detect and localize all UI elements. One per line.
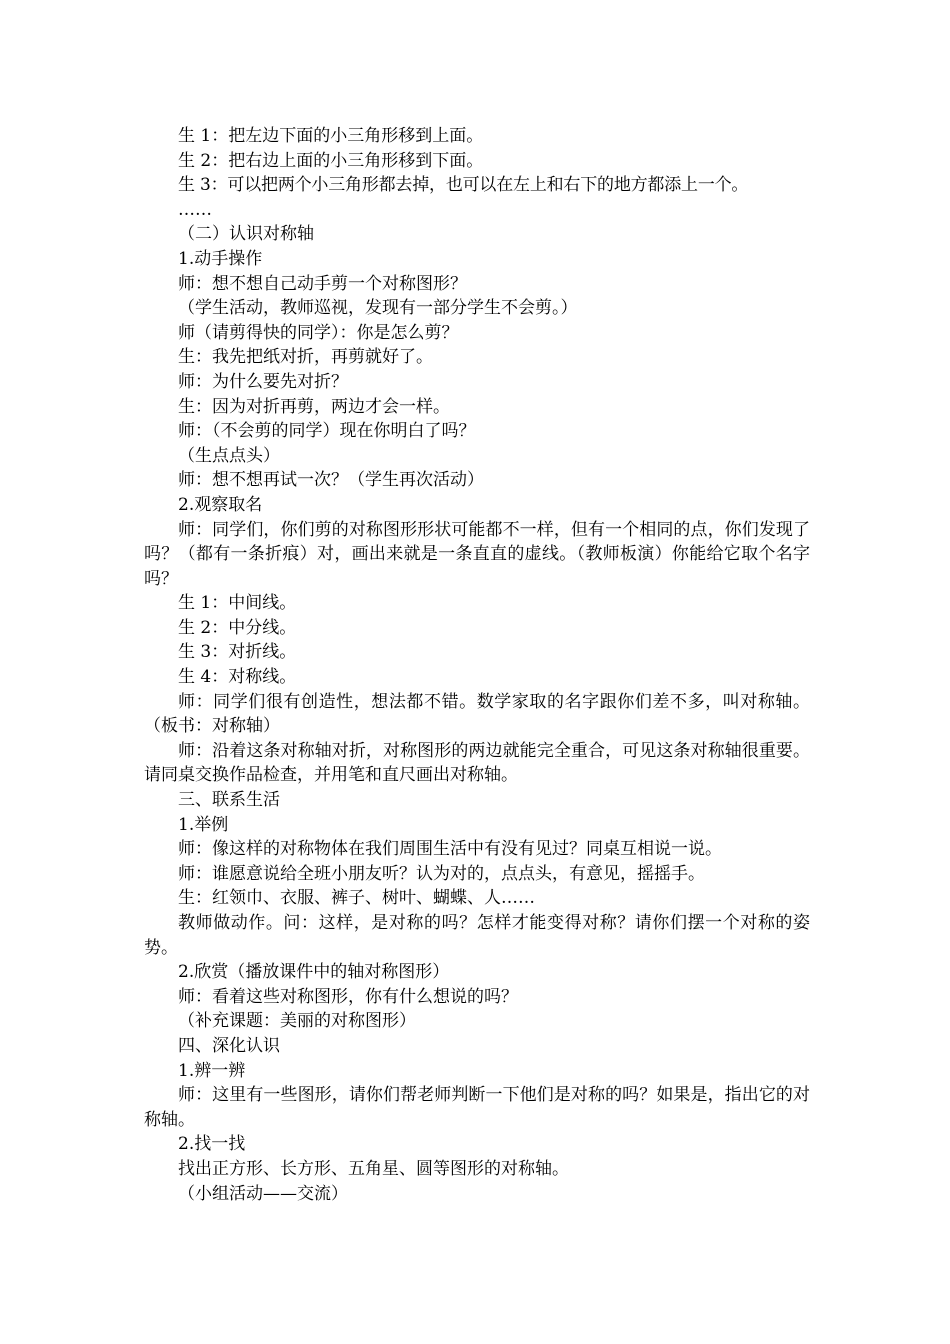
paragraph: （补充课题：美丽的对称图形） xyxy=(178,1011,416,1032)
paragraph: （小组活动——交流） xyxy=(178,1183,348,1204)
paragraph: 生 2：中分线。 xyxy=(178,617,297,638)
paragraph: 师（请剪得快的同学）：你是怎么剪？ xyxy=(178,322,459,343)
paragraph: 生：我先把纸对折，再剪就好了。 xyxy=(178,347,433,368)
paragraph: 找出正方形、长方形、五角星、圆等图形的对称轴。 xyxy=(178,1158,569,1179)
subsection-heading: 1.举例 xyxy=(178,814,229,835)
paragraph: 师：想不想自己动手剪一个对称图形？ xyxy=(178,273,467,294)
paragraph: 生 1：中间线。 xyxy=(178,593,297,614)
paragraph: 师：同学们很有创造性，想法都不错。数学家取的名字跟你们差不多，叫对称轴。（板书：对称轴） xyxy=(144,691,810,737)
paragraph: 师：为什么要先对折？ xyxy=(178,371,348,392)
paragraph: 师：这里有一些图形，请你们帮老师判断一下他们是对称的吗？如果是，指出它的对称轴。 xyxy=(144,1085,810,1130)
paragraph: 师：想不想再试一次？（学生再次活动） xyxy=(178,470,484,491)
paragraph: 生 3：对折线。 xyxy=(178,642,297,663)
paragraph: （学生活动，教师巡视，发现有一部分学生不会剪。） xyxy=(178,298,578,319)
subsection-heading: 2.观察取名 xyxy=(178,494,263,515)
paragraph: 生：红领巾、衣服、裤子、树叶、蝴蝶、人…… xyxy=(178,888,535,909)
subsection-heading: 2.找一找 xyxy=(178,1134,246,1155)
section-heading: （二）认识对称轴 xyxy=(178,224,314,245)
paragraph: 教师做动作。问：这样，是对称的吗？怎样才能变得对称？请你们摆一个对称的姿势。 xyxy=(144,913,810,958)
section-heading: 三、联系生活 xyxy=(178,790,280,811)
paragraph: 生 2：把右边上面的小三角形移到下面。 xyxy=(178,150,484,171)
paragraph: 师：像这样的对称物体在我们周围生活中有没有见过？同桌互相说一说。 xyxy=(178,839,722,860)
paragraph: 师：谁愿意说给全班小朋友听？认为对的，点点头，有意见，摇摇手。 xyxy=(178,863,705,884)
paragraph: 师：同学们，你们剪的对称图形形状可能都不一样，但有一个相同的点，你们发现了吗？（都有一条折痕）对，画出来就是一条直直的虚线。（教师板演）你能给它取个名字吗？ xyxy=(144,519,810,589)
paragraph: 生：因为对折再剪，两边才会一样。 xyxy=(178,396,450,417)
subsection-heading: 1.动手操作 xyxy=(178,248,263,269)
paragraph: 师：沿着这条对称轴对折，对称图形的两边就能完全重合，可见这条对称轴很重要。请同桌交换作品检查，并用笔和直尺画出对称轴。 xyxy=(144,740,810,786)
paragraph: 师：看着这些对称图形，你有什么想说的吗？ xyxy=(178,986,518,1007)
section-heading: 四、深化认识 xyxy=(178,1035,280,1056)
document-body xyxy=(144,124,810,1206)
subsection-heading: 1.辨一辨 xyxy=(178,1060,246,1081)
paragraph: …… xyxy=(178,199,212,220)
subsection-heading: 2.欣赏（播放课件中的轴对称图形） xyxy=(178,962,450,983)
paragraph: 师：（不会剪的同学）现在你明白了吗？ xyxy=(178,421,476,442)
paragraph: 生 3：可以把两个小三角形都去掉，也可以在左上和右下的地方都添上一个。 xyxy=(178,175,749,196)
paragraph: 生 1：把左边下面的小三角形移到上面。 xyxy=(178,126,484,146)
paragraph: （生点点头） xyxy=(178,445,280,466)
paragraph: 生 4：对称线。 xyxy=(178,667,297,688)
